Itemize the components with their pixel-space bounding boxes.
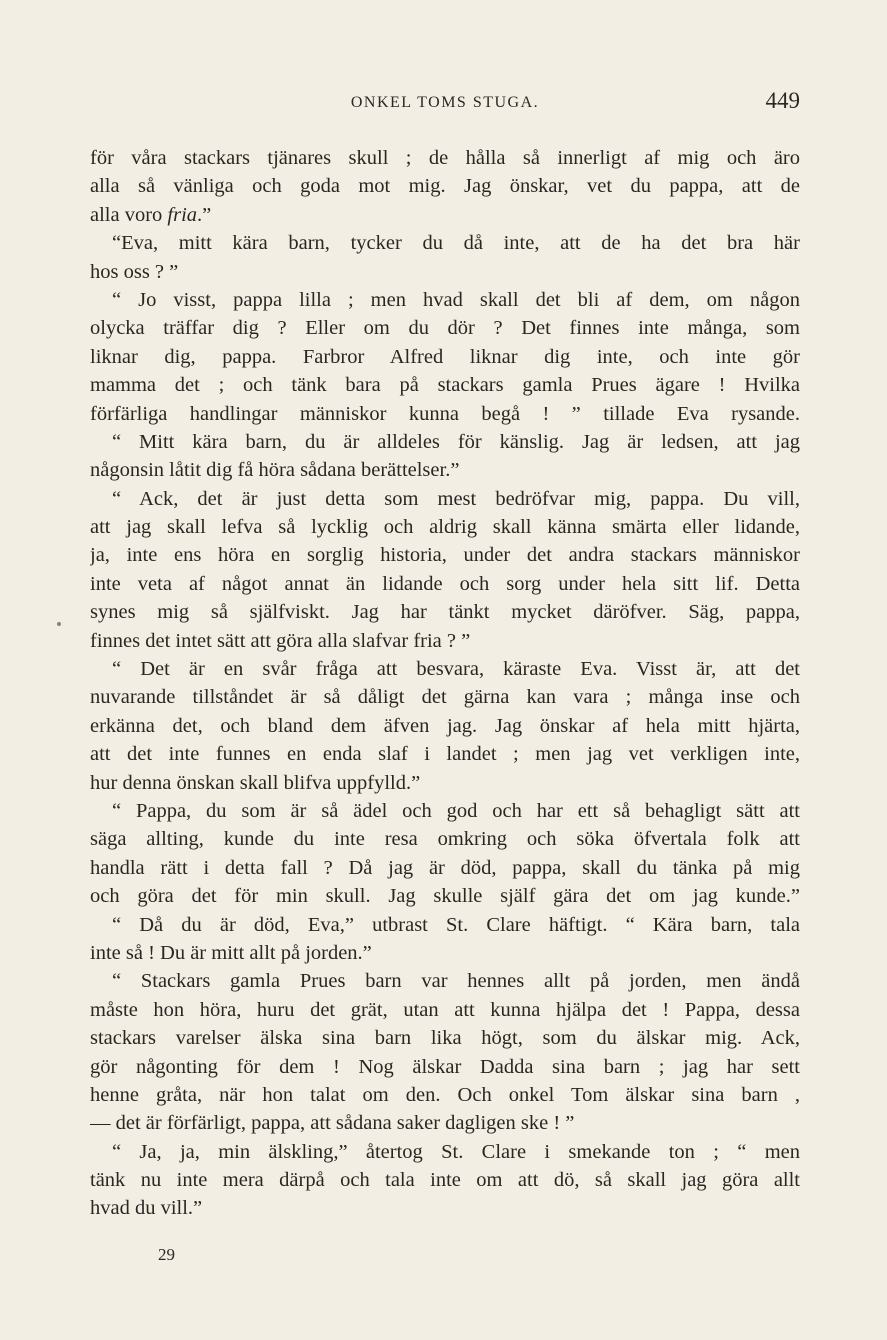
text-line: alla så vänliga och goda mot mig. Jag önskar, vet du pappa, att de xyxy=(90,175,800,198)
text-line: synes mig så själfviskt. Jag har tänkt mycket däröfver. Säg, pappa, xyxy=(90,601,800,624)
text-line: att det inte funnes en enda slaf i landet ; men jag vet verkligen inte, xyxy=(90,743,800,766)
text-line: liknar dig, pappa. Farbror Alfred liknar dig inte, och inte gör xyxy=(90,345,800,368)
text-line: finnes det intet sätt att göra alla slafvar fria ? ” xyxy=(90,629,471,652)
text-line: tänk nu inte mera därpå och tala inte om att dö, så skall jag göra allt xyxy=(90,1169,800,1192)
text-line: stackars varelser älska sina barn lika högt, som du älskar mig. Ack, xyxy=(90,1027,800,1050)
text-line: att jag skall lefva så lycklig och aldrig skall känna smärta eller lidande, xyxy=(90,516,800,539)
text-line: inte så ! Du är mitt allt på jorden.” xyxy=(90,941,372,964)
text-line: — det är förfärligt, pappa, att sådana saker dagligen ske ! ” xyxy=(90,1112,575,1135)
text-line: hur denna önskan skall blifva uppfylld.” xyxy=(90,771,421,794)
text-line: hos oss ? ” xyxy=(90,260,179,283)
margin-speck xyxy=(57,622,61,626)
signature-mark: 29 xyxy=(158,1245,175,1264)
emphasis: fria xyxy=(167,203,198,226)
text-line: ja, inte ens höra en sorglig historia, under det andra stackars människor xyxy=(90,544,800,567)
text-line: måste hon höra, huru det grät, utan att kunna hjälpa det ! Pappa, dessa xyxy=(90,998,800,1021)
running-head xyxy=(90,88,800,118)
text-line: “ Då du är död, Eva,” utbrast St. Clare häftigt. “ Kära barn, tala xyxy=(112,913,800,936)
text-line: säga allting, kunde du inte resa omkring och söka öfvertala folk att xyxy=(90,828,800,851)
running-title: ONKEL TOMS STUGA. xyxy=(350,94,540,111)
text-line: “ Mitt kära barn, du är alldeles för känslig. Jag är ledsen, att jag xyxy=(112,430,800,453)
text-line: mamma det ; och tänk bara på stackars gamla Prues ägare ! Hvilka xyxy=(90,374,800,397)
body-text xyxy=(90,144,800,1223)
text-line: “ Det är en svår fråga att besvara, käraste Eva. Visst är, att det xyxy=(112,658,800,681)
text-line: “ Stackars gamla Prues barn var hennes allt på jorden, men ändå xyxy=(112,970,800,993)
text-line: “ Pappa, du som är så ädel och god och har ett så behagligt sätt att xyxy=(112,799,800,822)
text-line: inte veta af något annat än lidande och sorg under hela sitt lif. Detta xyxy=(90,572,800,595)
text-line: erkänna det, och bland dem äfven jag. Jag önskar af hela mitt hjärta, xyxy=(90,714,800,737)
text-line: henne gråta, när hon talat om den. Och onkel Tom älskar sina barn , xyxy=(90,1083,800,1106)
page-number: 449 xyxy=(765,88,800,113)
text-line: “ Ja, ja, min älskling,” återtog St. Clare i smekande ton ; “ men xyxy=(112,1140,800,1163)
text-line: nuvarande tillståndet är så dåligt det gärna kan vara ; många inse och xyxy=(90,686,800,709)
text-line: handla rätt i detta fall ? Då jag är död, pappa, skall du tänka på mig xyxy=(90,856,800,879)
text-line: “Eva, mitt kära barn, tycker du då inte, att de ha det bra här xyxy=(112,232,800,255)
text-line: alla voro fria.” xyxy=(90,203,212,226)
text-line: för våra stackars tjänares skull ; de hålla så innerligt af mig och äro xyxy=(90,147,800,169)
text-line: olycka träffar dig ? Eller om du dör ? Det finnes inte många, som xyxy=(90,317,800,340)
text-line: “ Jo visst, pappa lilla ; men hvad skall det bli af dem, om någon xyxy=(112,288,800,311)
text-line: “ Ack, det är just detta som mest bedröfvar mig, pappa. Du vill, xyxy=(112,487,800,510)
text-line: någonsin låtit dig få höra sådana berättelser.” xyxy=(90,459,460,482)
text-line: förfärliga handlingar människor kunna begå ! ” tillade Eva rysande. xyxy=(90,402,800,425)
text-line: och göra det för min skull. Jag skulle själf gära det om jag kunde.” xyxy=(90,885,800,908)
text-line: hvad du vill.” xyxy=(90,1197,203,1220)
text-line: gör någonting för dem ! Nog älskar Dadda sina barn ; jag har sett xyxy=(90,1055,800,1078)
